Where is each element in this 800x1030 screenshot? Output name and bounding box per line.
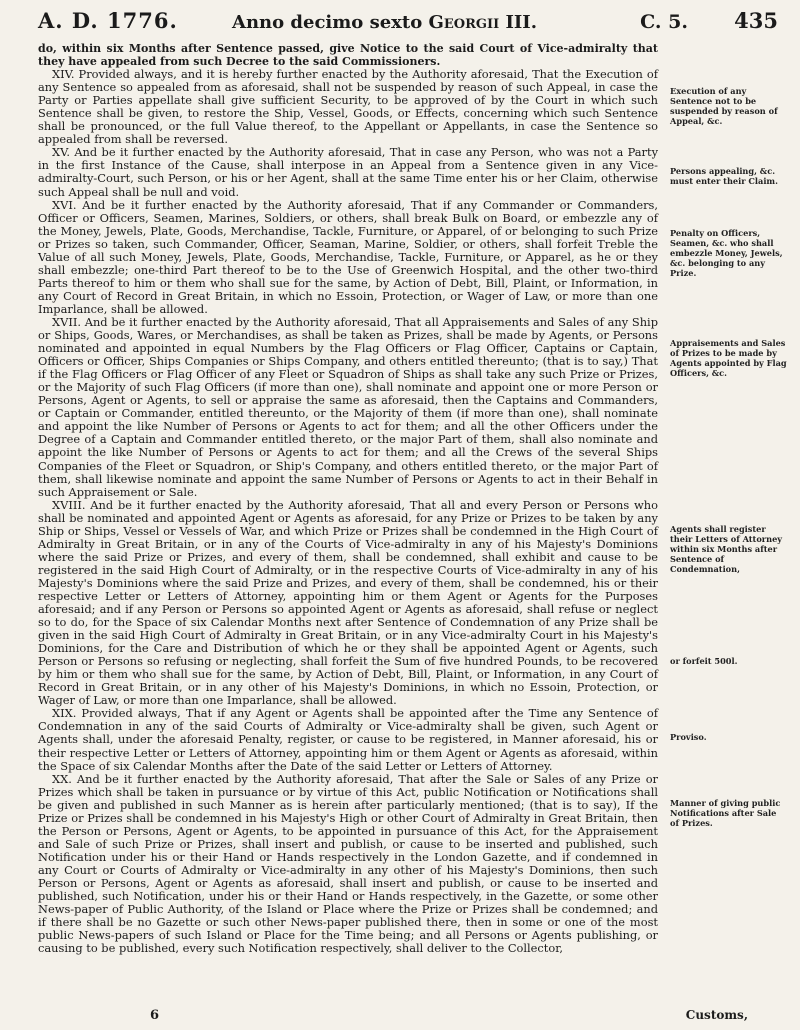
margin-note-notifications: Manner of giving public Notifications after Sale of Prizes.	[670, 798, 781, 828]
margin-note-forfeit: or forfeit 500l.	[670, 656, 738, 666]
margin-note-embezzle: Penalty on Officers, Seamen, &c. who shall embezzle Money, Jewels, &c. belonging to any Prize.	[670, 228, 783, 278]
signature-mark: 6	[150, 1008, 160, 1023]
header-chapter: C. 5.	[640, 11, 688, 33]
page-header	[38, 8, 778, 42]
paragraph-continuation: do, within six Months after Sentence passed, give Notice to the said Court of Vice-admiralty that they have appealed from such Decree to the said Commissioners.	[38, 42, 658, 69]
header-page-number: 435	[734, 8, 778, 33]
section-xiv: XIV. Provided always, and it is hereby further enacted by the Authority aforesaid, That the Execution of any Sentence so appealed from as aforesaid, shall not be suspended by reason of such Appeal, in case the Party or Parties appellate shall give sufficient Security, to be approved of by the Court in which such Sentence shall be given, to restore the Ship, Vessel, Goods, or Effects, concerning which such Sentence shall be pronounced, or the full Value thereof, to the Appellant or Appellants, in case the Sentence so appealed from shall be reversed.	[38, 67, 658, 147]
main-text	[38, 42, 658, 955]
margin-note-proviso: Proviso.	[670, 732, 707, 742]
header-title-main: Anno decimo sexto	[232, 12, 423, 33]
section-xix: XIX. Provided always, That if any Agent or Agents shall be appointed after the Time any Sentence of Condemnation in any of the said Courts of Admiralty or Vice-admiralty shall be given, such Agent or Agents shall, under the aforesaid Penalty, register, or cause to be registered, in Manner aforesaid, his or their respective Letter or Letters of Attorney, appointing him or them Agent or Agents as aforesaid, within the Space of six Calendar Months after the Date of the said Letter or Letters of Attorney.	[38, 706, 658, 773]
margin-note-execution: Execution of any Sentence not to be suspended by reason of Appeal, &c.	[670, 86, 778, 126]
margin-note-appraisements: Appraisements and Sales of Prizes to be made by Agents appointed by Flag Officers, &c.	[670, 338, 787, 378]
section-xx: XX. And be it further enacted by the Authority aforesaid, That after the Sale or Sales of any Prize or Prizes which shall be taken in pursuance or by virtue of this Act, public Notification or Notifications shall be given and published in such Manner as is herein after particularly mentioned; (that is to say), If the Prize or Prizes shall be condemned in his Majesty's High or other Court of Admiralty in Great Britain, then the Person or Persons, Agent or Agents, to be appointed in pursuance of this Act, for the Appraisement and Sale of such Prize or Prizes, shall insert and publish, or cause to be inserted and published, such Notification under his or their Hand or Hands respectively in the London Gazette, and if condemned in any Court or Courts of Admiralty or Vice-admiralty in any other of his Majesty's Dominions, then such Person or Persons, Agent or Agents as aforesaid, shall insert and publish, or cause to be inserted and published, such Notification, under his or their Hand or Hands respectively, in the Gazette, or some other News-paper of Public Authority, of the Island or Place where the Prize or Prizes shall be condemned; and if there shall be no Gazette or such other News-paper published there, then in some or one of the most public News-papers of such Island or Place for the Time being; and all Persons or Agents publishing, or causing to be published, every such Notification respectively, shall deliver to the Collector,	[38, 771, 658, 956]
header-title	[178, 12, 628, 33]
header-title-king: Georgii III.	[428, 12, 537, 33]
section-xviii: XVIII. And be it further enacted by the Authority aforesaid, That all and every Person or Persons who shall be nominated and appointed Agent or Agents as aforesaid, for any Prize or Prizes to be taken by any Ship or Ships, Vessel or Vessels of War, and which Prize or Prizes shall be condemned in the High Court of Admiralty in Great Britain, or in any of the Courts of Vice-admiralty in any of his Majesty's Dominions where the said Prize or Prizes, and every of them, shall be condemned, shall exhibit and cause to be registered in the said High Court of Admiralty, or in the respective Courts of Vice-admiralty in any of his Majesty's Dominions where the said Prize and Prizes, and every of them, shall be condemned, his or their respective Letter or Letters of Attorney, appointing him or them Agent or Agents for the Purposes aforesaid; and if any Person or Persons so appointed Agent or Agents as aforesaid, shall refuse or neglect so to do, for the Space of six Calendar Months next after Sentence of Condemnation of any Prize shall be given in the said High Court of Admiralty in Great Britain, or in any Vice-admiralty Court in his Majesty's Dominions, for the Care and Distribution of which he or they shall be appointed Agent or Agents, such Person or Persons so refusing or neglecting, shall forfeit the Sum of five hundred Pounds, to be recovered by him or them who shall sue for the same, by Action of Debt, Bill, Plaint, or Information, in any Court of Record in Great Britain, or in any other of his Majesty's Dominions, in which no Essoin, Protection, or Wager of Law, or more than one Imparlance, shall be allowed.	[38, 497, 658, 708]
section-xvi: XVI. And be it further enacted by the Authority aforesaid, That if any Commander or Commanders, Officer or Officers, Seamen, Marines, Soldiers, or others, shall break Bulk on Board, or embezzle any of the Money, Jewels, Plate, Goods, Merchandise, Tackle, Furniture, or Apparel, of or belonging to such Prize or Prizes so taken, such Commander, Officer, Seaman, Marine, Soldier, or others, shall forfeit Treble the Value of all such Money, Jewels, Plate, Goods, Merchandise, Tackle, Furniture, or Apparel, as he or they shall embezzle; one-third Part thereof to be to the Use of Greenwich Hospital, and the other two-third Parts thereof to him or them who shall sue for the same, by Action of Debt, Bill, Plaint, or Information, in any Court of Record in Great Britain, in which no Essoin, Protection, or Wager of Law, or more than one Imparlance, shall be allowed.	[38, 197, 658, 316]
margin-note-agents-register: Agents shall register their Letters of Attorney within six Months after Sentence of Condemnation,	[670, 524, 783, 574]
section-xvii: XVII. And be it further enacted by the Authority aforesaid, That all Appraisements and Sales of any Ship or Ships, Goods, Wares, or Merchandises, as shall be taken as Prizes, shall be made by Agents, or Persons nominated and appointed in equal Numbers by the Flag Officers or Flag Officer, Captains or Captain, Officers or Officer, Ships Companies or Ships Company, and others entitled thereunto; (that is to say,) That if the Flag Officers or Flag Officer of any Fleet or Squadron of Ships as shall take any such Prize or Prizes, or the Majority of such Flag Officers (if more than one), shall nominate and appoint one or more Person or Persons, Agent or Agents, to sell or appraise the same as aforesaid, then the Captains and Commanders, or Captain or Commander, entitled thereunto, or the Majority of them (if more than one), shall nominate and appoint the like Number of Persons or Agents to act for them; and all the other Officers under the Degree of a Captain and Commander entitled thereto, or the major Part of them, shall also nominate and appoint the like Number of Persons or Agents to act for them; and all the Crews of the several Ships Companies of the Fleet or Squadron, or Ship's Company, and others entitled thereto, or the major Part of them, shall likewise nominate and appoint the same Number of Persons or Agents to act in their Behalf in such Appraisement or Sale.	[38, 314, 658, 499]
header-year: A. D. 1776.	[38, 8, 178, 33]
margin-note-claim: Persons appealing, &c. must enter their Claim.	[670, 166, 778, 186]
catchword: Customs,	[685, 1008, 748, 1022]
section-xv: XV. And be it further enacted by the Authority aforesaid, That in case any Person, who was not a Party in the first Instance of the Cause, shall interpose in an Appeal from a Sentence given in any Vice-admiralty-Court, such Person, or his or her Agent, shall at the same Time enter his or her Claim, otherwise such Appeal shall be null and void.	[38, 145, 658, 199]
page-body	[38, 42, 787, 956]
